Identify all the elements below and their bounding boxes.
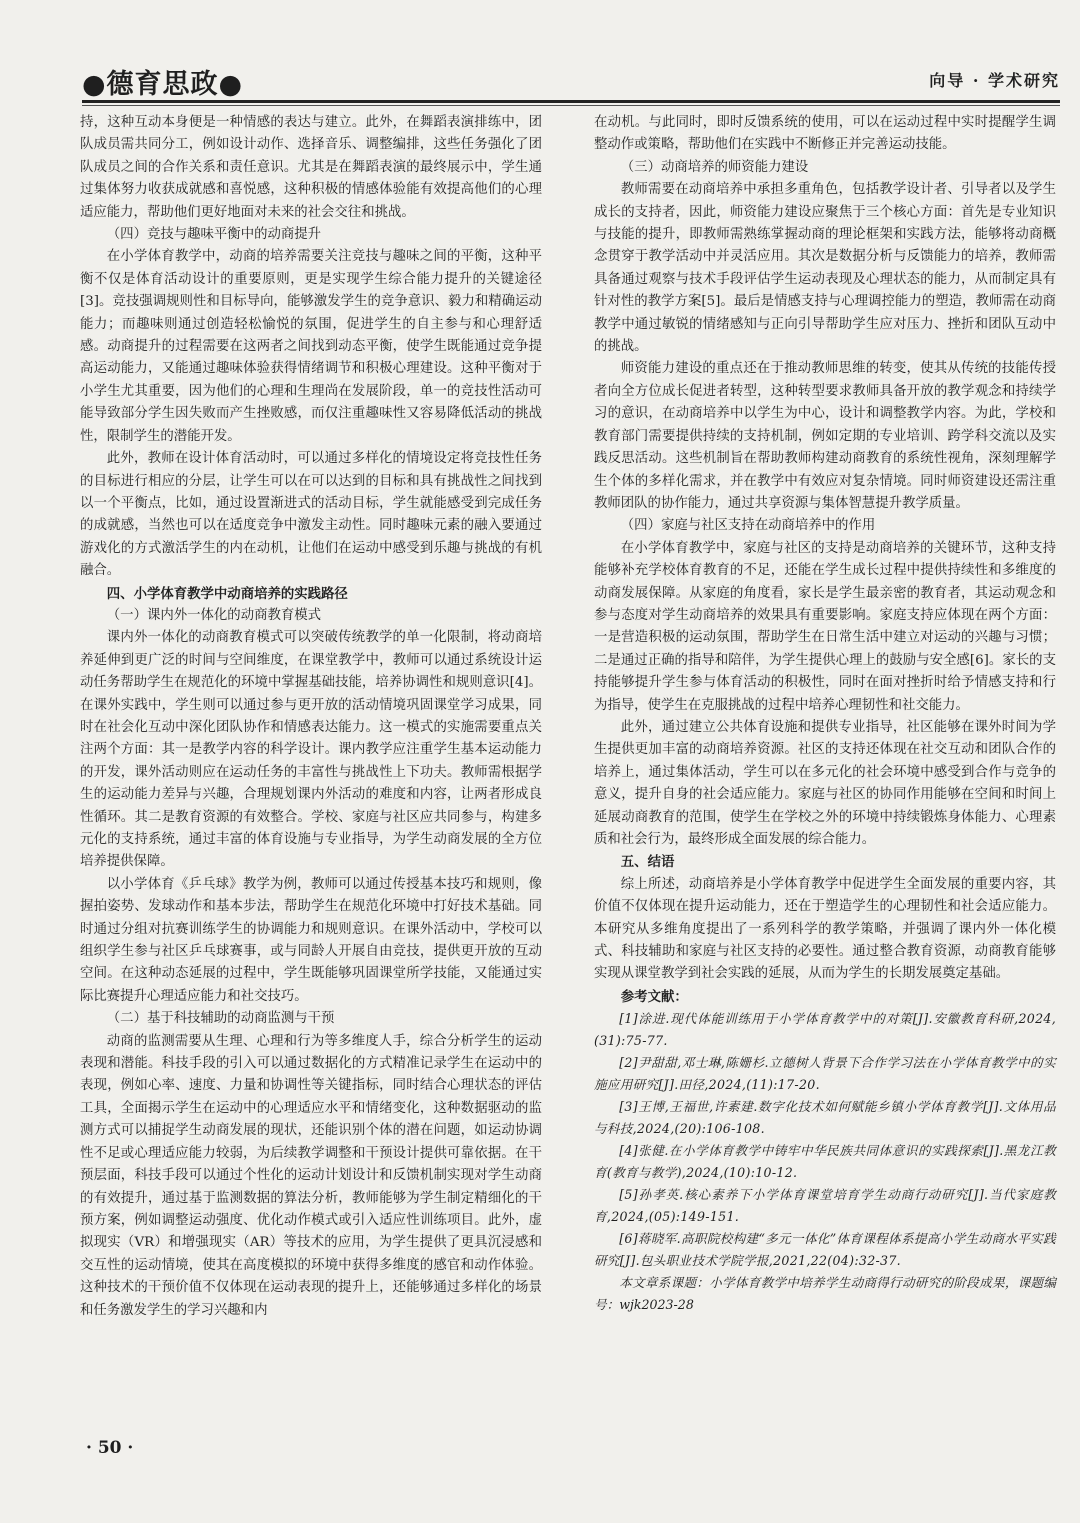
subsection-heading: （二）基于科技辅助的动商监测与干预: [106, 1011, 335, 1027]
reference-item: [5]孙孝英.核心素养下小学体育课堂培育学生动商行动研究[J].当代家庭教育,2024,(05):149-151.: [594, 1187, 1056, 1225]
left-column: [80, 112, 542, 1322]
body-paragraph: 此外，通过建立公共体育设施和提供专业指导，社区能够在课外时间为学生提供更加丰富的动商培养资源。社区的支持还体现在社交互动和团队合作的培养上，通过集体活动，学生可以在多元化的社会环境中感受到合作与竞争的意义，提升自身的社会适应能力。家庭与社区的协同作用能够在空间和时间上延展动商教育的范围，使学生在学校之外的环境中持续锻炼身体能力、心理素质和社会行为，最终形成全面发展的综合能力。: [594, 719, 1056, 847]
body-paragraph: 动商的监测需要从生理、心理和行为等多维度人手，综合分析学生的运动表现和潜能。科技手段的引入可以通过数据化的方式精准记录学生在运动中的表现，例如心率、速度、力量和协调性等关键指标，同时结合心理状态的评估工具，全面揭示学生在运动中的心理适应水平和情绪变化，这种数据驱动的监测方式可以捕捉学生动商发展的现状，还能识别个体的潜在问题，如运动协调性不足或心理适应能力较弱，为后续教学调整和干预设计提供可靠依据。在干预层面，科技手段可以通过个性化的运动计划设计和反馈机制实现对学生动商的有效提升，通过基于监测数据的算法分析，教师能够为学生制定精细化的干预方案，例如调整运动强度、优化动作模式或引入适应性训练项目。此外，虚拟现实（VR）和增强现实（AR）等技术的应用，为学生提供了更具沉浸感和交互性的运动情境，使其在高度模拟的环境中获得多维度的感官和动作体验。这种技术的干预价值不仅体现在运动表现的提升上，还能够通过多样化的场景和任务激发学生的学习兴趣和内: [80, 1033, 542, 1318]
header-rule: [82, 100, 1060, 103]
right-column: [594, 112, 1056, 1316]
reference-item: [3]王博,王福世,许素建.数字化技术如何赋能乡镇小学体育教学[J].文体用品与科技,2024,(20):106-108.: [594, 1099, 1056, 1137]
body-paragraph: 课内外一体化的动商教育模式可以突破传统教学的单一化限制，将动商培养延伸到更广泛的时间与空间维度，在课堂教学中，教师可以通过系统设计运动任务帮助学生在规范化的环境中掌握基础技能，培养协调性和规则意识[4]。在课外实践中，学生则可以通过参与更开放的活动情境巩固课堂学习成果，同时在社会化互动中深化团队协作和情感表达能力。这一模式的实施需要重点关注两个方面：其一是教学内容的科学设计。课内教学应注重学生基本运动能力的开发，课外活动则应在运动任务的丰富性与挑战性上下功夫。教师需根据学生的运动能力差异与兴趣，合理规划课内外活动的难度和内容，让两者形成良性循环。其二是教育资源的有效整合。学校、家庭与社区应共同参与，构建多元化的支持系统，通过丰富的体育设施与专业指导，为学生动商发展的全方位培养提供保障。: [80, 630, 542, 870]
section-heading: 四、小学体育教学中动商培养的实践路径: [106, 585, 348, 602]
subsection-heading: （四）家庭与社区支持在动商培养中的作用: [620, 518, 876, 534]
body-paragraph: 教师需要在动商培养中承担多重角色，包括教学设计者、引导者以及学生成长的支持者，因此，师资能力建设应聚焦于三个核心方面：首先是专业知识与技能的提升，即教师需熟练掌握动商的理论框架和实践方法，能够将动商概念贯穿于教学活动中并灵活应用。其次是数据分析与反馈能力的培养，教师需具备通过观察与技术手段评估学生运动表现及心理状态的能力，从而制定具有针对性的教学方案[5]。最后是情感支持与心理调控能力的塑造，教师需在动商教学中通过敏锐的情绪感知与正向引导帮助学生应对压力、挫折和团队互动中的挑战。: [594, 182, 1056, 355]
reference-item: [1]涂进.现代体能训练用于小学体育教学中的对策[J].安徽教育科研,2024,(31):75-77.: [594, 1011, 1056, 1049]
body-paragraph: 持，这种互动本身便是一种情感的表达与建立。此外，在舞蹈表演排练中，团队成员需共同分工，例如设计动作、选择音乐、调整编排，这些任务强化了团队成员之间的合作关系和责任意识。尤其是在舞蹈表演的最终展示中，学生通过集体努力收获成就感和喜悦感，这种积极的情感体验能有效提高他们的心理适应能力，帮助他们更好地面对未来的社会交往和挑战。: [80, 115, 542, 220]
journal-brand: ●德育思政●: [82, 69, 244, 100]
funding-note: 本文章系课题：小学体育教学中培养学生动商得行动研究的阶段成果，课题编号：wjk2023-28: [594, 1275, 1056, 1313]
reference-item: [4]张健.在小学体育教学中铸牢中华民族共同体意识的实践探索[J].黑龙江教育(教育与教学),2024,(10):10-12.: [594, 1143, 1056, 1181]
reference-item: [6]蒋晓军.高职院校构建“多元一体化”体育课程体系提高小学生动商水平实践研究[J].包头职业技术学院学报,2021,22(04):32-37.: [594, 1231, 1056, 1269]
body-paragraph: 在动机。与此同时，即时反馈系统的使用，可以在运动过程中实时提醒学生调整动作或策略，帮助他们在实践中不断修正并完善运动技能。: [594, 115, 1056, 153]
subsection-heading: （一）课内外一体化的动商教育模式: [106, 607, 322, 623]
body-paragraph: 综上所述，动商培养是小学体育教学中促进学生全面发展的重要内容，其价值不仅体现在提升运动能力，还在于塑造学生的心理韧性和社会适应能力。本研究从多维角度提出了一系列科学的教学策略，并强调了课内外一体化模式、科技辅助和家庭与社区支持的必要性。通过整合教育资源，动商教育能够实现从课堂教学到社会实践的延展，从而为学生的长期发展奠定基础。: [594, 876, 1056, 982]
page-header: [82, 62, 1060, 104]
body-paragraph: 在小学体育教学中，动商的培养需要关注竞技与趣味之间的平衡，这种平衡不仅是体育活动设计的重要原则，更是实现学生综合能力提升的关键途径[3]。竞技强调规则性和目标导向，能够激发学生的竞争意识、毅力和精确运动能力；而趣味则通过创造轻松愉悦的氛围，促进学生的自主参与和心理舒适感。动商提升的过程需要在这两者之间找到动态平衡，使学生既能通过竞争提高运动能力，又能通过趣味体验获得情绪调节和积极心理建设。这种平衡对于小学生尤其重要，因为他们的心理和生理尚在发展阶段，单一的竞技性活动可能导致部分学生因失败而产生挫败感，而仅注重趣味性又容易降低活动的挑战性，限制学生的潜能开发。: [80, 249, 542, 444]
subsection-heading: （三）动商培养的师资能力建设: [620, 159, 809, 175]
section-tag: 向导 · 学术研究: [929, 71, 1060, 90]
section-heading: 五、结语: [620, 854, 675, 871]
references-title: 参考文献：: [620, 988, 688, 1005]
body-paragraph: 以小学体育《乒乓球》教学为例，教师可以通过传授基本技巧和规则，像握拍姿势、发球动作和基本步法，帮助学生在规范化环境中打好技术基础。同时通过分组对抗赛训练学生的协调能力和规则意识。在课外活动中，学校可以组织学生参与社区乒乓球赛事，或与同龄人开展自由竞技，提供更开放的互动空间。在这种动态延展的过程中，学生既能够巩固课堂所学技能，又能通过实际比赛提升心理适应能力和社交技巧。: [80, 876, 542, 1004]
header-rule-thin: [82, 105, 1060, 106]
body-paragraph: 此外，教师在设计体育活动时，可以通过多样化的情境设定将竞技性任务的目标进行相应的分层，让学生可以在可以达到的目标和具有挑战性之间找到以一个平衡点，比如，通过设置渐进式的活动目标，学生就能感受到完成任务的成就感，当然也可以在适度竞争中激发主动性。同时趣味元素的融入要通过游戏化的方式激活学生的内在动机，让他们在运动中感受到乐趣与挑战的有机融合。: [80, 451, 542, 579]
body-paragraph: 在小学体育教学中，家庭与社区的支持是动商培养的关键环节，这种支持能够补充学校体育教育的不足，还能在学生成长过程中提供持续性和多维度的动商发展保障。从家庭的角度看，家长是学生最亲密的教育者，其运动观念和参与态度对学生动商培养的效果具有重要影响。家庭支持应体现在两个方面：一是营造积极的运动氛围，帮助学生在日常生活中建立对运动的兴趣与习惯；二是通过正确的指导和陪伴，为学生提供心理上的鼓励与安全感[6]。家长的支持能够提升学生参与体育活动的积极性，同时在面对挫折时给予情感支持和行为指导，使学生在克服挑战的过程中培养心理韧性和社交能力。: [594, 540, 1056, 713]
references-list: [594, 1008, 1056, 1272]
references-section: [594, 986, 1056, 1316]
reference-item: [2]尹甜甜,邓士琳,陈姗杉.立德树人背景下合作学习法在小学体育教学中的实施应用研究[J].田径,2024,(11):17-20.: [594, 1055, 1056, 1093]
body-paragraph: 师资能力建设的重点还在于推动教师思维的转变，使其从传统的技能传授者向全方位成长促进者转型，这种转型要求教师具备开放的教学观念和持续学习的意识，在动商培养中以学生为中心，设计和调整教学内容。为此，学校和教育部门需要提供持续的支持机制，例如定期的专业培训、跨学科交流以及实践反思活动。这些机制旨在帮助教师构建动商教育的系统性视角，深刻理解学生个体的多样化需求，并在教学中有效应对复杂情境。同时师资建设还需注重教师团队的协作能力，通过共享资源与集体智慧提升教学质量。: [594, 361, 1056, 511]
right-column-body: [594, 112, 1056, 986]
page-number: · 50 ·: [86, 1438, 134, 1458]
subsection-heading: （四）竞技与趣味平衡中的动商提升: [106, 227, 322, 243]
